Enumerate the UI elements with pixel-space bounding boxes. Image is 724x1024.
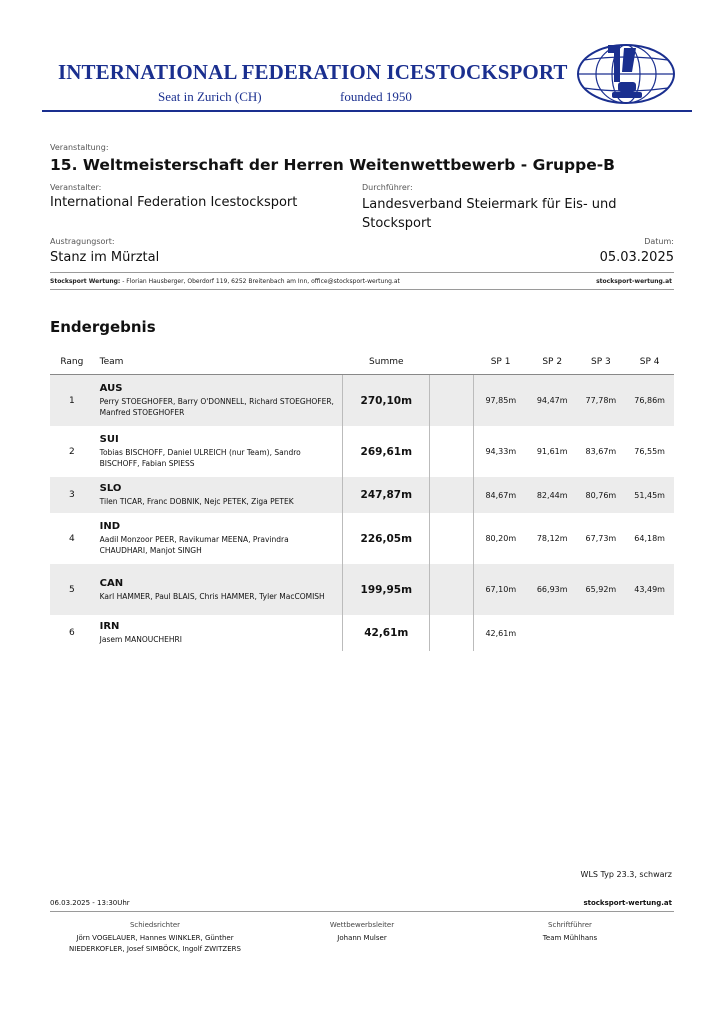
sp1-cell: 42,61m: [485, 628, 517, 638]
team-code: IRN: [99, 621, 120, 632]
sp1-cell: 84,67m: [473, 477, 528, 513]
team-players: Tilen TICAR, Franc DOBNIK, Nejc PETEK, Ziga PETEK: [99, 497, 294, 506]
gap-cell: [430, 564, 473, 615]
table-row: [50, 513, 674, 564]
header-divider: [42, 110, 692, 112]
sp1-cell: 67,10m: [473, 564, 528, 615]
sp1-cell: 80,20m: [485, 534, 517, 543]
scoring-credit-info: - Florian Hausberger, Oberdorf 119, 6252 Breitenbach am Inn, office@stocksport-wertung.at: [120, 278, 400, 285]
sum-cell: 226,05m: [343, 513, 430, 564]
host-label: Durchführer:: [362, 183, 413, 192]
sp4-cell: 76,86m: [625, 375, 674, 426]
gap-cell: [430, 513, 473, 564]
info-divider-bottom: [50, 289, 674, 290]
sp3-cell: 65,92m: [577, 564, 626, 615]
team-cell: [94, 477, 343, 513]
team-players: Perry STOEGHOFER, Barry O'DONNELL, Richard STOEGHOFER, Manfred STOEGHOFER: [99, 397, 334, 417]
team-players: Tobias BISCHOFF, Daniel ULREICH (nur Team), Sandro BISCHOFF, Fabian SPIESS: [99, 448, 301, 468]
sp3-cell: 77,78m: [577, 375, 626, 426]
team-code: SLO: [99, 483, 122, 494]
gap-cell: [430, 426, 473, 477]
secretary-title: Schriftführer: [548, 921, 592, 929]
event-label: Veranstaltung:: [50, 143, 109, 152]
info-divider: [50, 272, 674, 273]
sp2-cell: 66,93m: [528, 564, 577, 615]
team-cell: [94, 375, 343, 426]
director-name: Johann Mulser: [337, 934, 387, 942]
team-code: IND: [99, 521, 121, 532]
referees-names: Jörn VOGELAUER, Hannes WINKLER, Günther NIEDERKOFLER, Josef SIMBÖCK, Ingolf ZWITZERS: [69, 934, 241, 953]
sp3-cell: 80,76m: [577, 477, 626, 513]
sp4-cell: 64,18m: [634, 534, 665, 543]
venue-label: Austragungsort:: [50, 237, 115, 246]
results-table: [50, 350, 674, 651]
scoring-credit-label: Stocksport Wertung:: [50, 278, 121, 285]
col-team: Team: [99, 357, 124, 367]
sum-cell: 199,95m: [343, 564, 430, 615]
organizer-label: Veranstalter:: [50, 183, 102, 192]
federation-name: INTERNATIONAL FEDERATION ICESTOCKSPORT: [58, 60, 568, 84]
venue-value: Stanz im Mürztal: [50, 250, 160, 265]
sp1-cell: 94,33m: [485, 447, 517, 456]
table-row: [50, 615, 674, 651]
sp2-cell: 78,12m: [536, 534, 568, 543]
rank-cell: 2: [68, 446, 75, 457]
gap-cell: [430, 615, 473, 651]
federation-founded: founded 1950: [340, 89, 412, 104]
col-sum: Summe: [369, 357, 404, 367]
team-players: Karl HAMMER, Paul BLAIS, Chris HAMMER, Tyler MacCOMISH: [99, 591, 325, 601]
wls-type: WLS Typ 23.3, schwarz: [580, 870, 672, 879]
gap-cell: [430, 477, 473, 513]
table-row: [50, 564, 674, 615]
col-sp1: SP 1: [490, 357, 511, 367]
date-label: Datum:: [644, 237, 674, 246]
sp4-cell: [625, 615, 674, 651]
team-players: Jasem MANOUCHEHRI: [99, 635, 182, 644]
date-value: 05.03.2025: [599, 250, 674, 265]
federation-seat: Seat in Zurich (CH): [158, 89, 262, 104]
sp2-cell: 82,44m: [528, 477, 577, 513]
col-sp2: SP 2: [542, 357, 563, 367]
rank-cell: 5: [50, 564, 94, 615]
director-title: Wettbewerbsleiter: [329, 921, 395, 929]
col-sp3: SP 3: [591, 357, 611, 367]
table-header-row: [50, 350, 674, 374]
rank-cell: 6: [68, 628, 75, 638]
gap-cell: [430, 375, 473, 426]
event-title: 15. Weltmeisterschaft der Herren Weitenwettbewerb - Gruppe-B: [50, 156, 615, 174]
organizer-value: International Federation Icestocksport: [50, 195, 298, 210]
sp2-cell: 91,61m: [536, 447, 568, 456]
team-cell: [94, 513, 343, 564]
scoring-site-link[interactable]: stocksport-wertung.at: [596, 278, 672, 285]
table-row: [50, 375, 674, 426]
sp1-cell: 97,85m: [473, 375, 528, 426]
sp3-cell: [577, 615, 626, 651]
team-code: AUS: [99, 383, 123, 394]
secretary-name: Team Mühlhans: [542, 934, 598, 942]
sp4-cell: 51,45m: [625, 477, 674, 513]
table-row: [50, 477, 674, 513]
sum-cell: 269,61m: [343, 426, 430, 477]
footer-divider: [50, 911, 674, 912]
sum-cell: 42,61m: [343, 615, 430, 651]
host-value: Landesverband Steiermark für Eis- und Stocksport: [362, 197, 617, 231]
sp2-cell: [528, 615, 577, 651]
print-timestamp: 06.03.2025 - 13:30Uhr: [50, 899, 130, 907]
team-cell: [94, 615, 343, 651]
team-players: Aadil Monzoor PEER, Ravikumar MEENA, Pravindra CHAUDHARI, Manjot SINGH: [99, 535, 289, 555]
footer-site-link[interactable]: stocksport-wertung.at: [583, 899, 672, 907]
rank-cell: 3: [50, 477, 94, 513]
section-title: Endergebnis: [50, 318, 156, 336]
team-code: SUI: [99, 434, 119, 445]
sp3-cell: 83,67m: [585, 447, 617, 456]
col-rank: Rang: [60, 357, 84, 367]
sum-cell: 247,87m: [343, 477, 430, 513]
team-code: CAN: [99, 577, 124, 589]
team-cell: [94, 426, 343, 477]
sum-cell: 270,10m: [343, 375, 430, 426]
ifi-globe-logo-icon: [574, 42, 678, 106]
sp2-cell: 94,47m: [528, 375, 577, 426]
sp3-cell: 67,73m: [585, 534, 617, 543]
col-sp4: SP 4: [639, 357, 660, 367]
col-gap: [430, 350, 473, 374]
team-cell: [94, 564, 343, 615]
sp4-cell: 43,49m: [625, 564, 674, 615]
table-row: [50, 426, 674, 477]
rank-cell: 1: [50, 375, 94, 426]
rank-cell: 4: [68, 533, 75, 544]
scoring-credit: [50, 278, 400, 285]
sp4-cell: 76,55m: [634, 447, 665, 456]
referees-title: Schiedsrichter: [129, 921, 181, 929]
